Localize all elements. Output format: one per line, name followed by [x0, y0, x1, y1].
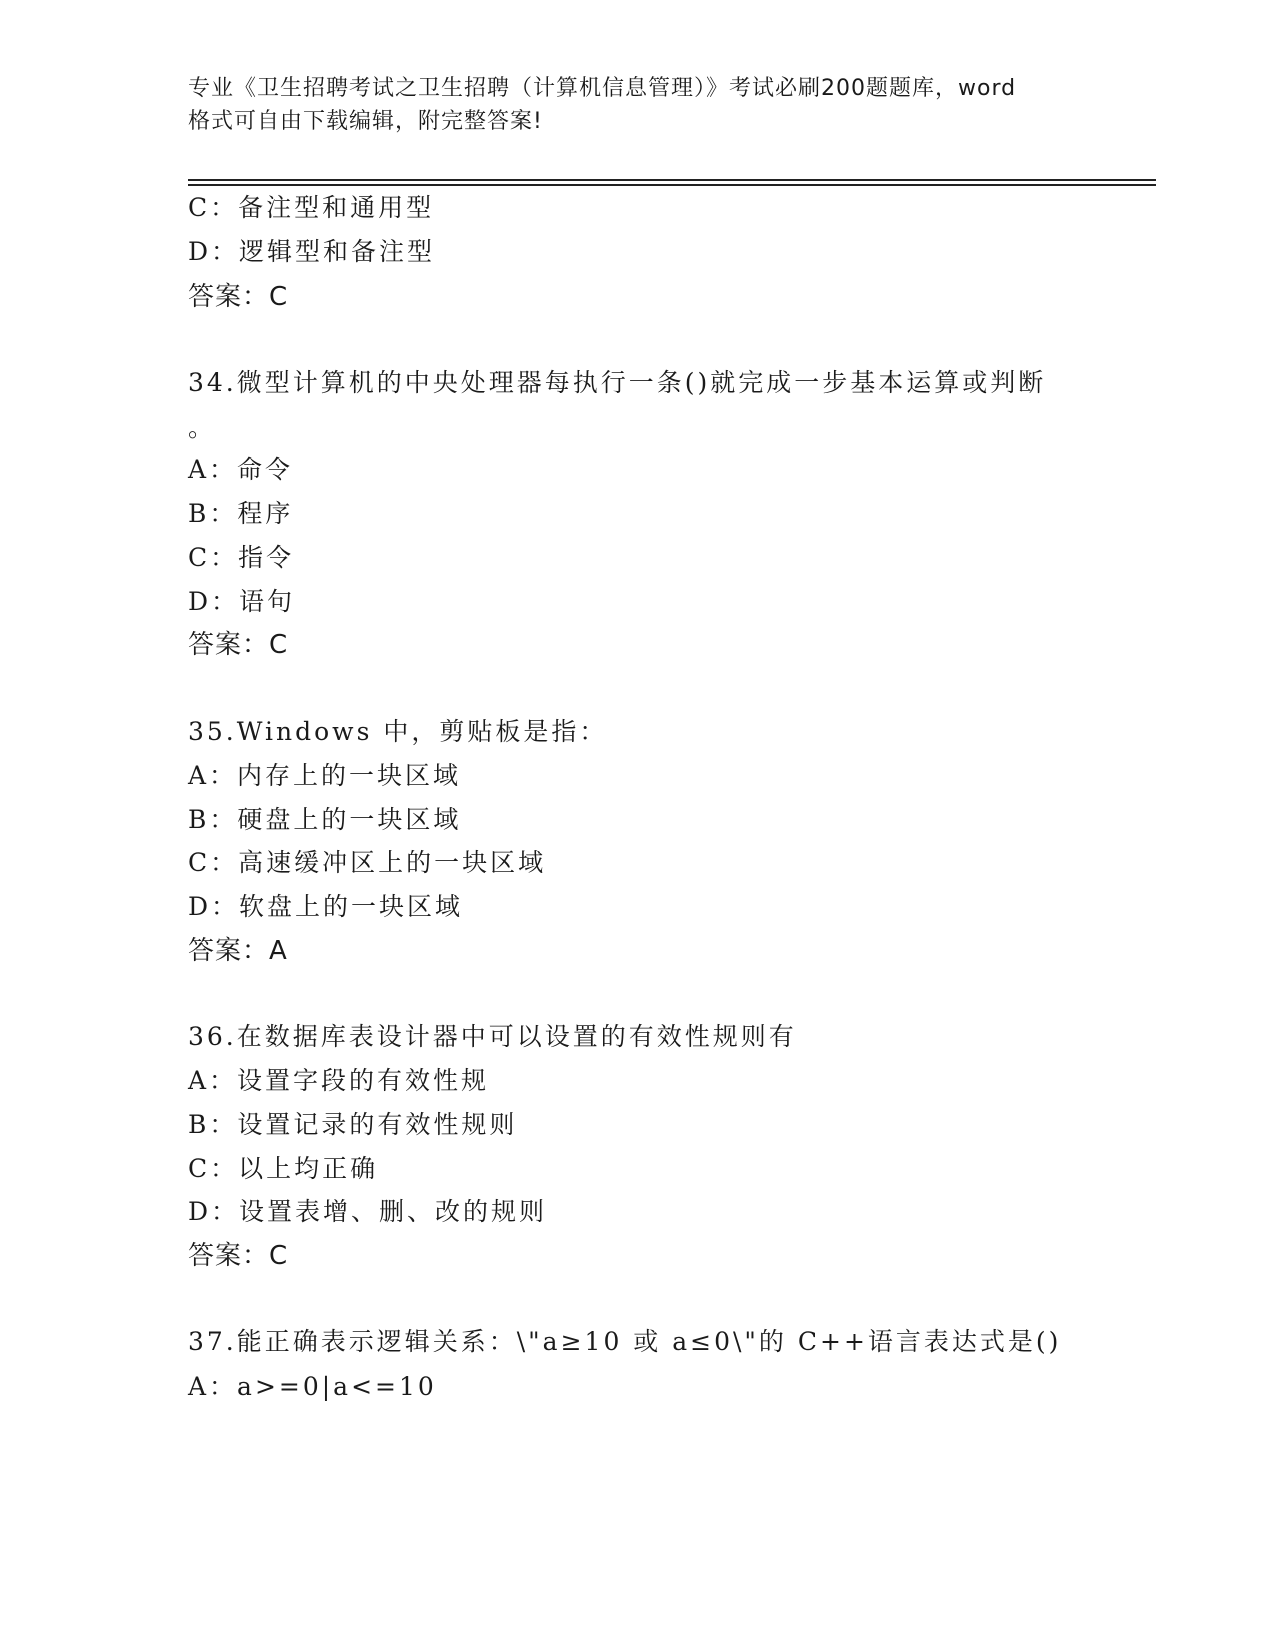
- q34-stem-line-2: 。: [188, 413, 217, 442]
- q35-answer: 答案：A: [188, 936, 288, 966]
- q34-option-d: D：语句: [188, 587, 296, 616]
- q36-option-b: B：设置记录的有效性规则: [188, 1110, 518, 1139]
- q37-stem: 37.能正确表示逻辑关系：\"a≥10 或 a≤0\"的 C++语言表达式是(): [188, 1327, 1062, 1356]
- header-line-2: 格式可自由下载编辑，附完整答案!: [188, 109, 543, 134]
- q34-option-b: B：程序: [188, 499, 294, 528]
- document-header: [188, 72, 1088, 138]
- q34-stem-line-1: 34.微型计算机的中央处理器每执行一条()就完成一步基本运算或判断: [188, 368, 1047, 397]
- q34-answer: 答案：C: [188, 630, 289, 660]
- q33-option-d: D：逻辑型和备注型: [188, 237, 436, 266]
- header-line-1: 专业《卫生招聘考试之卫生招聘（计算机信息管理）》考试必刷200题题库，word: [188, 76, 1017, 101]
- q36-option-d: D：设置表增、删、改的规则: [188, 1197, 548, 1226]
- q33-option-c: C：备注型和通用型: [188, 193, 435, 222]
- q35-stem: 35.Windows 中，剪贴板是指：: [188, 717, 608, 746]
- q35-option-a: A：内存上的一块区域: [188, 761, 462, 790]
- q36-stem: 36.在数据库表设计器中可以设置的有效性规则有: [188, 1022, 797, 1051]
- header-divider-bottom: [188, 184, 1156, 186]
- q36-option-a: A：设置字段的有效性规: [188, 1066, 490, 1095]
- q36-answer: 答案：C: [188, 1241, 289, 1271]
- header-divider-top: [188, 179, 1156, 181]
- q33-answer: 答案：C: [188, 282, 289, 312]
- q35-option-b: B：硬盘上的一块区域: [188, 805, 462, 834]
- q34-option-c: C：指令: [188, 543, 295, 572]
- q35-option-d: D：软盘上的一块区域: [188, 892, 464, 921]
- q34-option-a: A：命令: [188, 455, 294, 484]
- q37-option-a: A：a>=0|a<=10: [188, 1372, 437, 1401]
- q35-option-c: C：高速缓冲区上的一块区域: [188, 848, 547, 877]
- q36-option-c: C：以上均正确: [188, 1154, 379, 1183]
